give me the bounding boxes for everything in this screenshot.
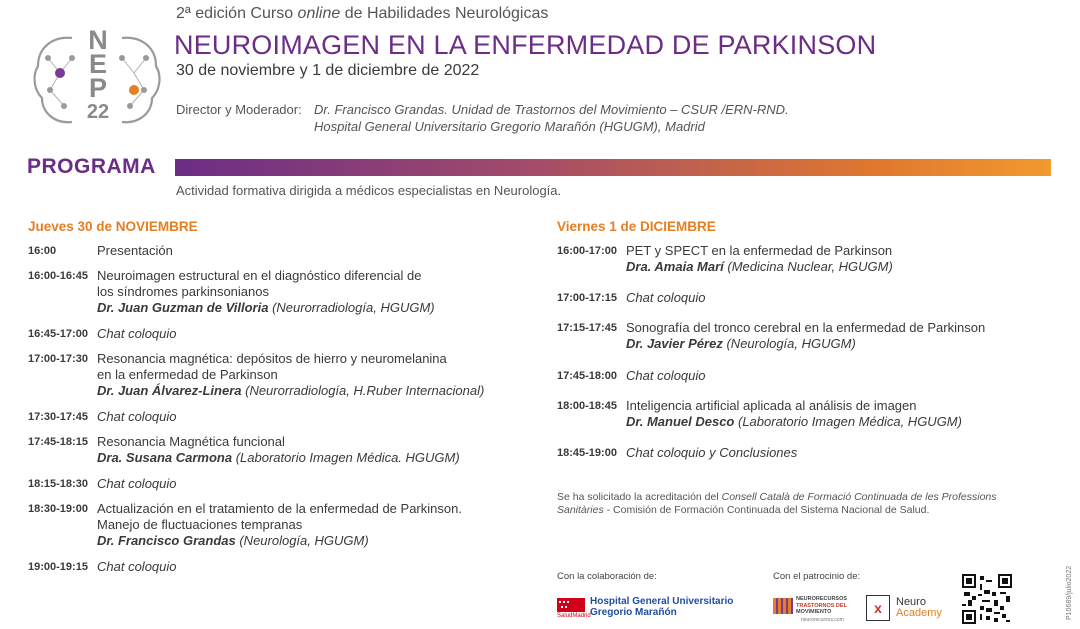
programa-heading: PROGRAMA [27,155,156,178]
speaker-affiliation: (Laboratorio Imagen Médica, HGUGM) [734,414,962,429]
neurorecursos-line3: MOVIMIENTO [796,609,832,615]
neurorecursos-icon [773,598,793,614]
speaker-affiliation: (Neurología, HGUGM) [235,533,369,548]
time-slot: 18:45-19:00 [557,447,617,459]
time-slot: 18:30-19:00 [28,503,88,515]
speaker-name: Dr. Juan Guzman de Villoria [97,300,269,315]
chat-coloquio: Chat coloquio y Conclusiones [626,445,798,460]
session-title-cont: los síndromes parkinsonianos [97,284,269,299]
time-slot: 17:45-18:15 [28,436,88,448]
collaboration-label: Con la colaboración de: [557,571,657,582]
time-slot: 17:15-17:45 [557,322,617,334]
session-title: Resonancia Magnética funcional [97,434,285,449]
neuroacademy-line2: Academy [896,607,942,619]
speaker-affiliation: (Neurorradiología, H.Ruber Internacional) [241,383,485,398]
session-title: PET y SPECT en la enfermedad de Parkinson [626,243,893,258]
chat-coloquio: Chat coloquio [97,559,177,574]
neurorecursos-line1: NEURORECURSOS [796,596,848,602]
accreditation-note: Se ha solicitado la acreditación del Consell Català de Formació Continuada de les Professions Sanitàries - Comisión de Formación Continuada del Sistema Nacional de Salud. [557,491,997,516]
chat-coloquio: Chat coloquio [626,290,706,305]
director-line-2: Hospital General Universitario Gregorio Marañón (HGUGM), Madrid [314,119,705,134]
document-code: P10689/julio2022 [1066,565,1073,620]
day2-heading: Viernes 1 de DICIEMBRE [557,219,716,234]
logo-letter-e: E [88,49,107,79]
neuroacademy-line1: Neuro [896,596,926,608]
director-line-1: Dr. Francisco Grandas. Unidad de Trastornos del Movimiento – CSUR /ERN-RND. [314,102,789,117]
logo-letters [82,25,114,124]
time-slot: 17:00-17:30 [28,353,88,365]
time-slot: 18:00-18:45 [557,400,617,412]
chat-coloquio: Chat coloquio [626,368,706,383]
chat-coloquio: Chat coloquio [97,409,177,424]
course-edition: 2ª edición Curso online de Habilidades Neurológicas [176,5,549,22]
time-slot: 18:15-18:30 [28,478,88,490]
time-slot: 17:30-17:45 [28,411,88,423]
chat-coloquio: Chat coloquio [97,326,177,341]
logo-year: 22 [86,101,110,123]
speaker-name: Dra. Amaia Marí [626,259,724,274]
speaker-name: Dr. Manuel Desco [626,414,735,429]
time-slot: 16:00-16:45 [28,270,88,282]
chat-coloquio: Chat coloquio [97,476,177,491]
neuroacademy-logo [866,595,946,625]
session-title: Neuroimagen estructural en el diagnóstico diferencial de [97,268,422,283]
session-title: Presentación [97,243,173,258]
sponsor-label: Con el patrocinio de: [773,571,861,582]
time-slot: 17:45-18:00 [557,370,617,382]
page-title: NEUROIMAGEN EN LA ENFERMEDAD DE PARKINSON [174,30,877,60]
time-slot: 16:00 [28,245,57,257]
logo-letter-n: N [88,25,108,55]
speaker-name: Dr. Francisco Grandas [97,533,236,548]
hospital-name: Hospital General Universitario Gregorio Marañón [590,596,734,618]
speaker-affiliation: (Neurorradiología, HGUGM) [268,300,435,315]
session-title: Inteligencia artificial aplicada al análisis de imagen [626,398,917,413]
time-slot: 16:45-17:00 [28,328,88,340]
neurorecursos-line2: TRASTORNOS DEL [796,602,847,609]
session-title: Sonografía del tronco cerebral en la enfermedad de Parkinson [626,320,986,335]
time-slot: 16:00-17:00 [557,245,617,257]
neurorecursos-url: neurorecursos.com [801,617,844,623]
nep22-logo [30,25,164,136]
time-slot: 17:00-17:15 [557,292,617,304]
session-title-cont: Manejo de fluctuaciones tempranas [97,517,303,532]
speaker-affiliation: (Neurología, HGUGM) [722,336,856,351]
time-slot: 19:00-19:15 [28,561,88,573]
speaker-name: Dra. Susana Carmona [97,450,233,465]
day1-heading: Jueves 30 de NOVIEMBRE [28,219,198,234]
course-dates: 30 de noviembre y 1 de diciembre de 2022 [176,62,480,79]
speaker-name: Dr. Juan Álvarez-Linera [97,383,242,398]
speaker-name: Dr. Javier Pérez [626,336,723,351]
session-title-cont: en la enfermedad de Parkinson [97,367,278,382]
salud-madrid-text: SaludMadrid [557,613,591,619]
speaker-affiliation: (Laboratorio Imagen Médica. HGUGM) [232,450,460,465]
neuroacademy-x-icon: x [866,595,890,621]
gradient-bar [175,159,1051,176]
activity-description: Actividad formativa dirigida a médicos especialistas en Neurología. [176,183,562,198]
speaker-affiliation: (Medicina Nuclear, HGUGM) [723,259,893,274]
session-title: Actualización en el tratamiento de la enfermedad de Parkinson. [97,501,462,516]
neurorecursos-logo [773,596,853,624]
hospital-logo [557,596,734,622]
qr-code-icon [962,574,1012,624]
madrid-flag-icon [557,598,585,612]
session-title: Resonancia magnética: depósitos de hierro y neuromelanina [97,351,447,366]
logo-letter-p: P [88,73,107,103]
director-label: Director y Moderador: [176,102,302,117]
